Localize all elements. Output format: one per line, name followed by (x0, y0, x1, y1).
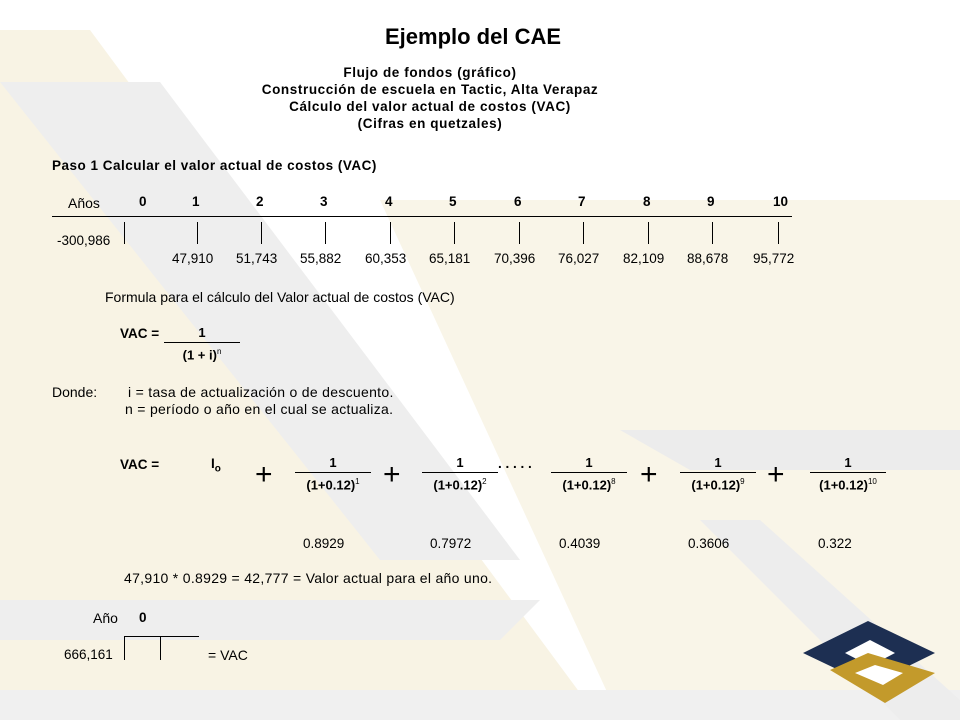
definition-n: n = período o año en el cual se actualiza. (125, 401, 394, 417)
cash-flow-value: 70,396 (494, 251, 536, 266)
year-label: 9 (707, 194, 715, 209)
year-label: 0 (139, 194, 147, 209)
plus-sign: + (767, 458, 785, 491)
discount-factor: 0.7972 (430, 536, 472, 551)
term-denominator (293, 473, 373, 491)
cash-flow-value: 76,027 (558, 251, 600, 266)
timeline-tick (648, 222, 649, 244)
year-label: 2 (256, 194, 264, 209)
discount-term (808, 454, 888, 491)
timeline-tick (778, 222, 779, 244)
discount-term (549, 454, 629, 491)
where-label: Donde: (52, 384, 98, 400)
vac-fraction (163, 324, 241, 361)
term-denominator-text: (1+0.12) (433, 477, 483, 493)
expansion-lhs: VAC = (120, 457, 160, 472)
result-year: 0 (139, 610, 147, 625)
year-label: 1 (192, 194, 200, 209)
ellipsis: . . . . . (498, 456, 532, 471)
formula-lhs: VAC = (120, 326, 160, 341)
cash-flow-value: 55,882 (300, 251, 342, 266)
timeline-axis (52, 216, 792, 217)
header-line-4: (Cifras en quetzales) (357, 116, 503, 131)
definition-i: i = tasa de actualización o de descuento. (128, 384, 394, 400)
discount-term (293, 454, 373, 491)
plus-sign: + (640, 458, 658, 491)
plus-sign: + (383, 458, 401, 491)
discount-term (678, 454, 758, 491)
timeline-tick (454, 222, 455, 244)
term-exponent: 1 (355, 477, 360, 486)
years-label: Años (68, 195, 100, 211)
io-letter: I (211, 456, 215, 471)
term-exponent: 9 (740, 477, 745, 486)
timeline-tick (712, 222, 713, 244)
timeline-tick (519, 222, 520, 244)
term-denominator-text: (1+0.12) (562, 477, 612, 493)
plus-sign: + (255, 458, 273, 491)
timeline-tick (390, 222, 391, 244)
step-1-heading: Paso 1 Calcular el valor actual de costos (VAC) (52, 158, 377, 173)
example-calculation: 47,910 * 0.8929 = 42,777 = Valor actual para el año uno. (124, 570, 493, 586)
term-denominator (420, 473, 500, 491)
timeline-tick (261, 222, 262, 244)
initial-investment: -300,986 (57, 233, 111, 248)
year-label: 3 (320, 194, 328, 209)
page-title: Ejemplo del CAE (385, 24, 562, 49)
timeline-tick (124, 222, 125, 244)
timeline-tick (197, 222, 198, 244)
timeline-tick (583, 222, 584, 244)
cash-flow-value: 88,678 (687, 251, 729, 266)
term-numerator: 1 (456, 455, 464, 470)
vac-numerator: 1 (198, 325, 206, 340)
term-denominator (549, 473, 629, 491)
term-numerator: 1 (714, 455, 722, 470)
exponent-n: n (216, 347, 222, 356)
cash-flow-value: 95,772 (753, 251, 795, 266)
initial-investment-symbol (211, 456, 221, 475)
vac-denominator (163, 343, 241, 361)
result-year-label: Año (93, 610, 118, 626)
header-line-3: Cálculo del valor actual de costos (VAC) (289, 99, 571, 114)
io-subscript: o (214, 463, 221, 475)
cash-flow-value: 82,109 (623, 251, 665, 266)
term-denominator (808, 473, 888, 491)
term-denominator-text: (1+0.12) (306, 477, 356, 493)
logo (795, 615, 945, 710)
result-tick (124, 636, 125, 660)
term-numerator: 1 (329, 455, 337, 470)
term-denominator-text: (1+0.12) (691, 477, 741, 493)
year-label: 5 (449, 194, 457, 209)
term-numerator: 1 (844, 455, 852, 470)
discount-term (420, 454, 500, 491)
denominator-text: (1 + i) (182, 347, 217, 363)
cash-flow-value: 60,353 (365, 251, 407, 266)
cash-flow-value: 47,910 (172, 251, 214, 266)
formula-title: Formula para el cálculo del Valor actual de costos (VAC) (105, 289, 455, 305)
year-label: 10 (773, 194, 789, 209)
term-denominator-text: (1+0.12) (819, 477, 868, 493)
discount-factor: 0.4039 (559, 536, 601, 551)
year-label: 6 (514, 194, 522, 209)
term-exponent: 2 (482, 477, 487, 486)
discount-factor: 0.3606 (688, 536, 730, 551)
year-label: 7 (578, 194, 586, 209)
header-line-2: Construcción de escuela en Tactic, Alta Verapaz (261, 82, 599, 97)
chart-header (240, 64, 620, 132)
header-line-1: Flujo de fondos (gráfico) (343, 65, 517, 80)
term-exponent: 10 (867, 477, 877, 486)
result-axis (124, 636, 199, 637)
year-label: 4 (385, 194, 393, 209)
cash-flow-value: 51,743 (236, 251, 278, 266)
year-label: 8 (643, 194, 651, 209)
term-numerator: 1 (585, 455, 593, 470)
discount-factor: 0.322 (818, 536, 852, 551)
result-equals-vac: = VAC (208, 647, 248, 663)
result-value: 666,161 (64, 647, 113, 662)
discount-factor: 0.8929 (303, 536, 345, 551)
cash-flow-value: 65,181 (429, 251, 471, 266)
timeline-tick (325, 222, 326, 244)
term-denominator (678, 473, 758, 491)
result-tick (160, 636, 161, 660)
term-exponent: 8 (611, 477, 616, 486)
